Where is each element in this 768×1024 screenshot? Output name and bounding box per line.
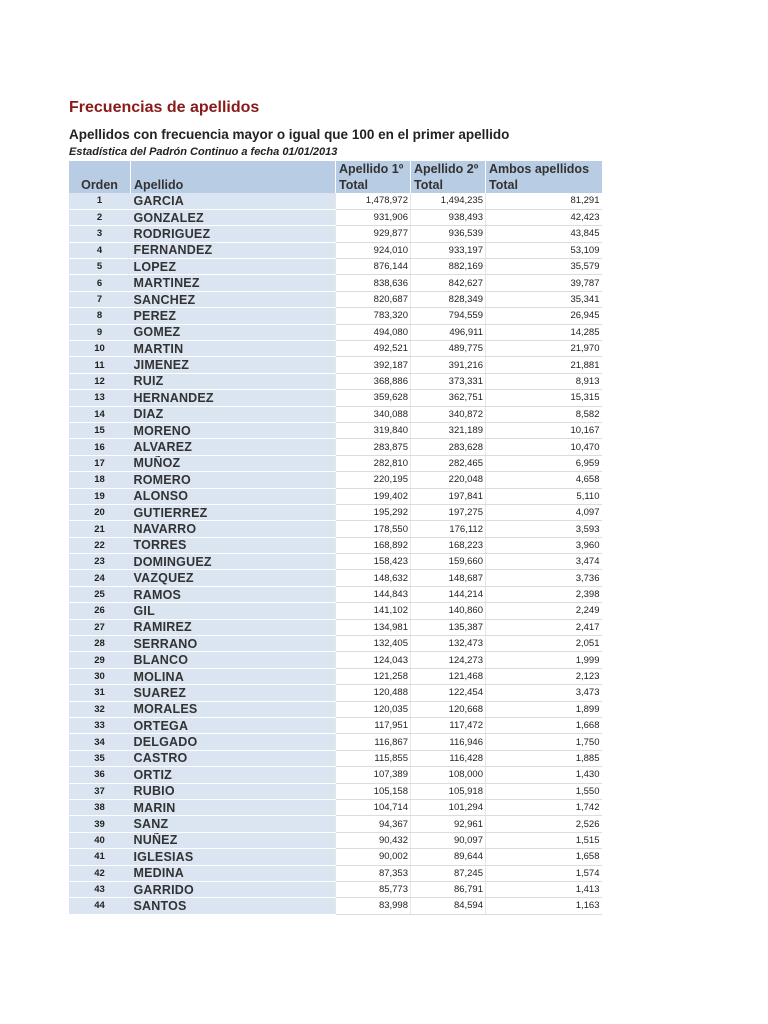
orden-cell: 15 xyxy=(69,422,131,438)
total-apellido1-cell: 820,687 xyxy=(336,291,411,307)
table-row xyxy=(69,324,602,340)
total-apellido2-cell: 794,559 xyxy=(411,308,486,324)
orden-cell: 44 xyxy=(69,898,131,914)
table-row xyxy=(69,242,602,258)
apellido-cell: GARRIDO xyxy=(131,881,336,897)
total-apellido1-cell: 319,840 xyxy=(336,422,411,438)
table-row xyxy=(69,373,602,389)
header-orden: Orden xyxy=(69,177,131,193)
total-ambos-cell: 3,593 xyxy=(486,521,602,537)
total-apellido1-cell: 220,195 xyxy=(336,472,411,488)
apellido-cell: LOPEZ xyxy=(131,259,336,275)
total-ambos-cell: 26,945 xyxy=(486,308,602,324)
total-apellido1-cell: 924,010 xyxy=(336,242,411,258)
total-ambos-cell: 2,249 xyxy=(486,603,602,619)
total-apellido2-cell: 117,472 xyxy=(411,718,486,734)
apellido-cell: SERRANO xyxy=(131,636,336,652)
header-ambos-apellidos: Ambos apellidos xyxy=(486,161,602,177)
total-ambos-cell: 6,959 xyxy=(486,455,602,471)
total-ambos-cell: 21,970 xyxy=(486,341,602,357)
total-apellido2-cell: 391,216 xyxy=(411,357,486,373)
orden-cell: 10 xyxy=(69,341,131,357)
total-ambos-cell: 1,742 xyxy=(486,799,602,815)
table-row xyxy=(69,849,602,865)
orden-cell: 9 xyxy=(69,324,131,340)
total-ambos-cell: 3,474 xyxy=(486,554,602,570)
total-apellido2-cell: 120,668 xyxy=(411,701,486,717)
apellido-cell: RAMOS xyxy=(131,586,336,602)
table-row xyxy=(69,636,602,652)
table-row xyxy=(69,783,602,799)
total-ambos-cell: 42,423 xyxy=(486,209,602,225)
total-ambos-cell: 10,167 xyxy=(486,422,602,438)
total-apellido1-cell: 116,867 xyxy=(336,734,411,750)
total-apellido1-cell: 87,353 xyxy=(336,865,411,881)
table-row xyxy=(69,586,602,602)
apellido-cell: CASTRO xyxy=(131,750,336,766)
orden-cell: 17 xyxy=(69,455,131,471)
apellido-cell: MARTIN xyxy=(131,341,336,357)
table-row xyxy=(69,521,602,537)
total-ambos-cell: 3,473 xyxy=(486,685,602,701)
total-apellido1-cell: 141,102 xyxy=(336,603,411,619)
table-row xyxy=(69,881,602,897)
total-ambos-cell: 15,315 xyxy=(486,390,602,406)
orden-cell: 35 xyxy=(69,750,131,766)
header-blank xyxy=(69,161,131,177)
source-note: Estadística del Padrón Continuo a fecha 01/01/2013 xyxy=(69,146,338,158)
total-apellido2-cell: 197,275 xyxy=(411,504,486,520)
total-apellido2-cell: 92,961 xyxy=(411,816,486,832)
total-ambos-cell: 3,960 xyxy=(486,537,602,553)
total-apellido2-cell: 828,349 xyxy=(411,291,486,307)
total-apellido1-cell: 783,320 xyxy=(336,308,411,324)
table-row xyxy=(69,619,602,635)
total-apellido2-cell: 105,918 xyxy=(411,783,486,799)
orden-cell: 32 xyxy=(69,701,131,717)
table-row xyxy=(69,406,602,422)
total-apellido1-cell: 283,875 xyxy=(336,439,411,455)
table-row xyxy=(69,685,602,701)
table-row xyxy=(69,570,602,586)
orden-cell: 2 xyxy=(69,209,131,225)
table-row xyxy=(69,275,602,291)
total-apellido1-cell: 105,158 xyxy=(336,783,411,799)
apellido-cell: BLANCO xyxy=(131,652,336,668)
orden-cell: 3 xyxy=(69,226,131,242)
total-apellido1-cell: 392,187 xyxy=(336,357,411,373)
orden-cell: 21 xyxy=(69,521,131,537)
total-ambos-cell: 1,574 xyxy=(486,865,602,881)
total-ambos-cell: 1,163 xyxy=(486,898,602,914)
total-apellido2-cell: 159,660 xyxy=(411,554,486,570)
total-apellido1-cell: 120,488 xyxy=(336,685,411,701)
table-row xyxy=(69,865,602,881)
table-row xyxy=(69,504,602,520)
apellido-cell: DELGADO xyxy=(131,734,336,750)
table-row xyxy=(69,898,602,914)
apellido-cell: GUTIERREZ xyxy=(131,504,336,520)
apellido-cell: SUAREZ xyxy=(131,685,336,701)
total-ambos-cell: 2,398 xyxy=(486,586,602,602)
header-total-apellido2: Total xyxy=(411,177,486,193)
orden-cell: 39 xyxy=(69,816,131,832)
total-apellido2-cell: 933,197 xyxy=(411,242,486,258)
table-row xyxy=(69,209,602,225)
apellido-cell: VAZQUEZ xyxy=(131,570,336,586)
total-apellido1-cell: 158,423 xyxy=(336,554,411,570)
total-ambos-cell: 14,285 xyxy=(486,324,602,340)
apellido-cell: IGLESIAS xyxy=(131,849,336,865)
total-apellido1-cell: 85,773 xyxy=(336,881,411,897)
apellido-cell: FERNANDEZ xyxy=(131,242,336,258)
total-apellido2-cell: 101,294 xyxy=(411,799,486,815)
total-apellido2-cell: 122,454 xyxy=(411,685,486,701)
table-row xyxy=(69,701,602,717)
total-apellido2-cell: 132,473 xyxy=(411,636,486,652)
apellido-cell: DIAZ xyxy=(131,406,336,422)
orden-cell: 26 xyxy=(69,603,131,619)
table-row xyxy=(69,439,602,455)
apellido-cell: ORTIZ xyxy=(131,767,336,783)
total-ambos-cell: 21,881 xyxy=(486,357,602,373)
total-apellido2-cell: 90,097 xyxy=(411,832,486,848)
total-apellido2-cell: 121,468 xyxy=(411,668,486,684)
orden-cell: 4 xyxy=(69,242,131,258)
total-ambos-cell: 1,668 xyxy=(486,718,602,734)
total-apellido2-cell: 842,627 xyxy=(411,275,486,291)
apellido-cell: SANTOS xyxy=(131,898,336,914)
total-apellido1-cell: 195,292 xyxy=(336,504,411,520)
total-ambos-cell: 4,097 xyxy=(486,504,602,520)
total-apellido2-cell: 168,223 xyxy=(411,537,486,553)
table-row xyxy=(69,422,602,438)
document-title: Frecuencias de apellidos xyxy=(69,99,260,116)
orden-cell: 41 xyxy=(69,849,131,865)
apellido-cell: MARTINEZ xyxy=(131,275,336,291)
total-apellido1-cell: 368,886 xyxy=(336,373,411,389)
total-apellido1-cell: 104,714 xyxy=(336,799,411,815)
table-row xyxy=(69,226,602,242)
total-apellido1-cell: 168,892 xyxy=(336,537,411,553)
apellido-cell: SANZ xyxy=(131,816,336,832)
header-apellido2: Apellido 2º xyxy=(411,161,486,177)
orden-cell: 25 xyxy=(69,586,131,602)
total-ambos-cell: 2,417 xyxy=(486,619,602,635)
apellido-cell: ALONSO xyxy=(131,488,336,504)
table-row xyxy=(69,308,602,324)
table-row xyxy=(69,668,602,684)
total-apellido1-cell: 494,080 xyxy=(336,324,411,340)
orden-cell: 22 xyxy=(69,537,131,553)
total-apellido2-cell: 135,387 xyxy=(411,619,486,635)
header-total-apellido1: Total xyxy=(336,177,411,193)
total-apellido2-cell: 89,644 xyxy=(411,849,486,865)
header-apellido: Apellido xyxy=(131,177,336,193)
total-ambos-cell: 4,658 xyxy=(486,472,602,488)
total-ambos-cell: 43,845 xyxy=(486,226,602,242)
total-apellido1-cell: 124,043 xyxy=(336,652,411,668)
surname-frequency-table xyxy=(68,161,602,915)
apellido-cell: GIL xyxy=(131,603,336,619)
total-apellido2-cell: 86,791 xyxy=(411,881,486,897)
total-apellido1-cell: 876,144 xyxy=(336,259,411,275)
apellido-cell: HERNANDEZ xyxy=(131,390,336,406)
table-row xyxy=(69,291,602,307)
orden-cell: 36 xyxy=(69,767,131,783)
total-ambos-cell: 1,899 xyxy=(486,701,602,717)
total-apellido1-cell: 132,405 xyxy=(336,636,411,652)
total-ambos-cell: 2,123 xyxy=(486,668,602,684)
total-apellido1-cell: 931,906 xyxy=(336,209,411,225)
total-apellido2-cell: 108,000 xyxy=(411,767,486,783)
orden-cell: 43 xyxy=(69,881,131,897)
apellido-cell: GONZALEZ xyxy=(131,209,336,225)
orden-cell: 19 xyxy=(69,488,131,504)
total-ambos-cell: 35,579 xyxy=(486,259,602,275)
total-apellido2-cell: 321,189 xyxy=(411,422,486,438)
apellido-cell: PEREZ xyxy=(131,308,336,324)
total-apellido1-cell: 94,367 xyxy=(336,816,411,832)
header-blank xyxy=(131,161,336,177)
total-ambos-cell: 1,515 xyxy=(486,832,602,848)
header-total-ambos: Total xyxy=(486,177,602,193)
total-apellido2-cell: 116,428 xyxy=(411,750,486,766)
total-apellido2-cell: 87,245 xyxy=(411,865,486,881)
orden-cell: 27 xyxy=(69,619,131,635)
orden-cell: 7 xyxy=(69,291,131,307)
header-apellido1: Apellido 1º xyxy=(336,161,411,177)
total-apellido2-cell: 176,112 xyxy=(411,521,486,537)
table-row xyxy=(69,259,602,275)
total-apellido1-cell: 282,810 xyxy=(336,455,411,471)
total-apellido2-cell: 373,331 xyxy=(411,373,486,389)
total-apellido1-cell: 134,981 xyxy=(336,619,411,635)
apellido-cell: TORRES xyxy=(131,537,336,553)
total-ambos-cell: 1,550 xyxy=(486,783,602,799)
total-ambos-cell: 1,885 xyxy=(486,750,602,766)
total-ambos-cell: 5,110 xyxy=(486,488,602,504)
orden-cell: 1 xyxy=(69,193,131,209)
total-apellido1-cell: 90,432 xyxy=(336,832,411,848)
total-ambos-cell: 1,999 xyxy=(486,652,602,668)
total-ambos-cell: 81,291 xyxy=(486,193,602,209)
document-subtitle: Apellidos con frecuencia mayor o igual que 100 en el primer apellido xyxy=(69,127,510,142)
orden-cell: 28 xyxy=(69,636,131,652)
total-apellido2-cell: 116,946 xyxy=(411,734,486,750)
apellido-cell: ORTEGA xyxy=(131,718,336,734)
table-row xyxy=(69,554,602,570)
total-apellido2-cell: 489,775 xyxy=(411,341,486,357)
total-apellido1-cell: 90,002 xyxy=(336,849,411,865)
total-apellido1-cell: 340,088 xyxy=(336,406,411,422)
orden-cell: 37 xyxy=(69,783,131,799)
total-apellido2-cell: 938,493 xyxy=(411,209,486,225)
orden-cell: 18 xyxy=(69,472,131,488)
table-row xyxy=(69,341,602,357)
total-ambos-cell: 8,582 xyxy=(486,406,602,422)
orden-cell: 5 xyxy=(69,259,131,275)
apellido-cell: MORALES xyxy=(131,701,336,717)
apellido-cell: RUBIO xyxy=(131,783,336,799)
total-ambos-cell: 1,658 xyxy=(486,849,602,865)
apellido-cell: RODRIGUEZ xyxy=(131,226,336,242)
total-apellido2-cell: 340,872 xyxy=(411,406,486,422)
table-row xyxy=(69,537,602,553)
total-apellido2-cell: 882,169 xyxy=(411,259,486,275)
total-apellido2-cell: 362,751 xyxy=(411,390,486,406)
total-apellido2-cell: 148,687 xyxy=(411,570,486,586)
table-body xyxy=(69,193,602,914)
total-apellido1-cell: 929,877 xyxy=(336,226,411,242)
header-row-top xyxy=(69,161,602,177)
apellido-cell: ROMERO xyxy=(131,472,336,488)
table-row xyxy=(69,718,602,734)
apellido-cell: RUIZ xyxy=(131,373,336,389)
apellido-cell: NUÑEZ xyxy=(131,832,336,848)
orden-cell: 16 xyxy=(69,439,131,455)
total-apellido2-cell: 282,465 xyxy=(411,455,486,471)
apellido-cell: GARCIA xyxy=(131,193,336,209)
table-row xyxy=(69,750,602,766)
orden-cell: 23 xyxy=(69,554,131,570)
total-apellido2-cell: 124,273 xyxy=(411,652,486,668)
header-row-bottom xyxy=(69,177,602,193)
total-apellido1-cell: 148,632 xyxy=(336,570,411,586)
total-ambos-cell: 2,526 xyxy=(486,816,602,832)
total-ambos-cell: 8,913 xyxy=(486,373,602,389)
table-row xyxy=(69,455,602,471)
table-row xyxy=(69,816,602,832)
apellido-cell: MEDINA xyxy=(131,865,336,881)
total-apellido2-cell: 84,594 xyxy=(411,898,486,914)
total-apellido2-cell: 197,841 xyxy=(411,488,486,504)
table-row xyxy=(69,603,602,619)
table-row xyxy=(69,767,602,783)
total-apellido1-cell: 107,389 xyxy=(336,767,411,783)
table-row xyxy=(69,472,602,488)
total-ambos-cell: 10,470 xyxy=(486,439,602,455)
apellido-cell: DOMINGUEZ xyxy=(131,554,336,570)
table-row xyxy=(69,832,602,848)
total-ambos-cell: 35,341 xyxy=(486,291,602,307)
orden-cell: 31 xyxy=(69,685,131,701)
total-apellido1-cell: 838,636 xyxy=(336,275,411,291)
apellido-cell: MUÑOZ xyxy=(131,455,336,471)
orden-cell: 13 xyxy=(69,390,131,406)
orden-cell: 11 xyxy=(69,357,131,373)
total-apellido1-cell: 144,843 xyxy=(336,586,411,602)
table-row xyxy=(69,193,602,209)
table-row xyxy=(69,734,602,750)
total-apellido2-cell: 283,628 xyxy=(411,439,486,455)
table-row xyxy=(69,652,602,668)
table-row xyxy=(69,357,602,373)
apellido-cell: MARIN xyxy=(131,799,336,815)
total-apellido2-cell: 220,048 xyxy=(411,472,486,488)
total-apellido1-cell: 117,951 xyxy=(336,718,411,734)
orden-cell: 33 xyxy=(69,718,131,734)
total-apellido1-cell: 115,855 xyxy=(336,750,411,766)
total-ambos-cell: 1,750 xyxy=(486,734,602,750)
total-ambos-cell: 53,109 xyxy=(486,242,602,258)
orden-cell: 12 xyxy=(69,373,131,389)
apellido-cell: MORENO xyxy=(131,422,336,438)
orden-cell: 14 xyxy=(69,406,131,422)
orden-cell: 24 xyxy=(69,570,131,586)
orden-cell: 6 xyxy=(69,275,131,291)
total-apellido2-cell: 140,860 xyxy=(411,603,486,619)
total-apellido1-cell: 359,628 xyxy=(336,390,411,406)
total-apellido2-cell: 144,214 xyxy=(411,586,486,602)
apellido-cell: ALVAREZ xyxy=(131,439,336,455)
apellido-cell: JIMENEZ xyxy=(131,357,336,373)
orden-cell: 40 xyxy=(69,832,131,848)
orden-cell: 29 xyxy=(69,652,131,668)
total-apellido1-cell: 83,998 xyxy=(336,898,411,914)
total-ambos-cell: 1,430 xyxy=(486,767,602,783)
orden-cell: 20 xyxy=(69,504,131,520)
total-apellido1-cell: 120,035 xyxy=(336,701,411,717)
apellido-cell: SANCHEZ xyxy=(131,291,336,307)
total-ambos-cell: 39,787 xyxy=(486,275,602,291)
total-apellido1-cell: 492,521 xyxy=(336,341,411,357)
apellido-cell: GOMEZ xyxy=(131,324,336,340)
orden-cell: 38 xyxy=(69,799,131,815)
table-row xyxy=(69,488,602,504)
total-apellido1-cell: 199,402 xyxy=(336,488,411,504)
apellido-cell: NAVARRO xyxy=(131,521,336,537)
orden-cell: 8 xyxy=(69,308,131,324)
total-apellido2-cell: 496,911 xyxy=(411,324,486,340)
total-ambos-cell: 1,413 xyxy=(486,881,602,897)
orden-cell: 30 xyxy=(69,668,131,684)
orden-cell: 42 xyxy=(69,865,131,881)
total-apellido1-cell: 178,550 xyxy=(336,521,411,537)
table-row xyxy=(69,390,602,406)
table-row xyxy=(69,799,602,815)
total-apellido1-cell: 121,258 xyxy=(336,668,411,684)
total-apellido2-cell: 936,539 xyxy=(411,226,486,242)
total-apellido2-cell: 1,494,235 xyxy=(411,193,486,209)
total-ambos-cell: 2,051 xyxy=(486,636,602,652)
apellido-cell: RAMIREZ xyxy=(131,619,336,635)
apellido-cell: MOLINA xyxy=(131,668,336,684)
total-apellido1-cell: 1,478,972 xyxy=(336,193,411,209)
total-ambos-cell: 3,736 xyxy=(486,570,602,586)
orden-cell: 34 xyxy=(69,734,131,750)
